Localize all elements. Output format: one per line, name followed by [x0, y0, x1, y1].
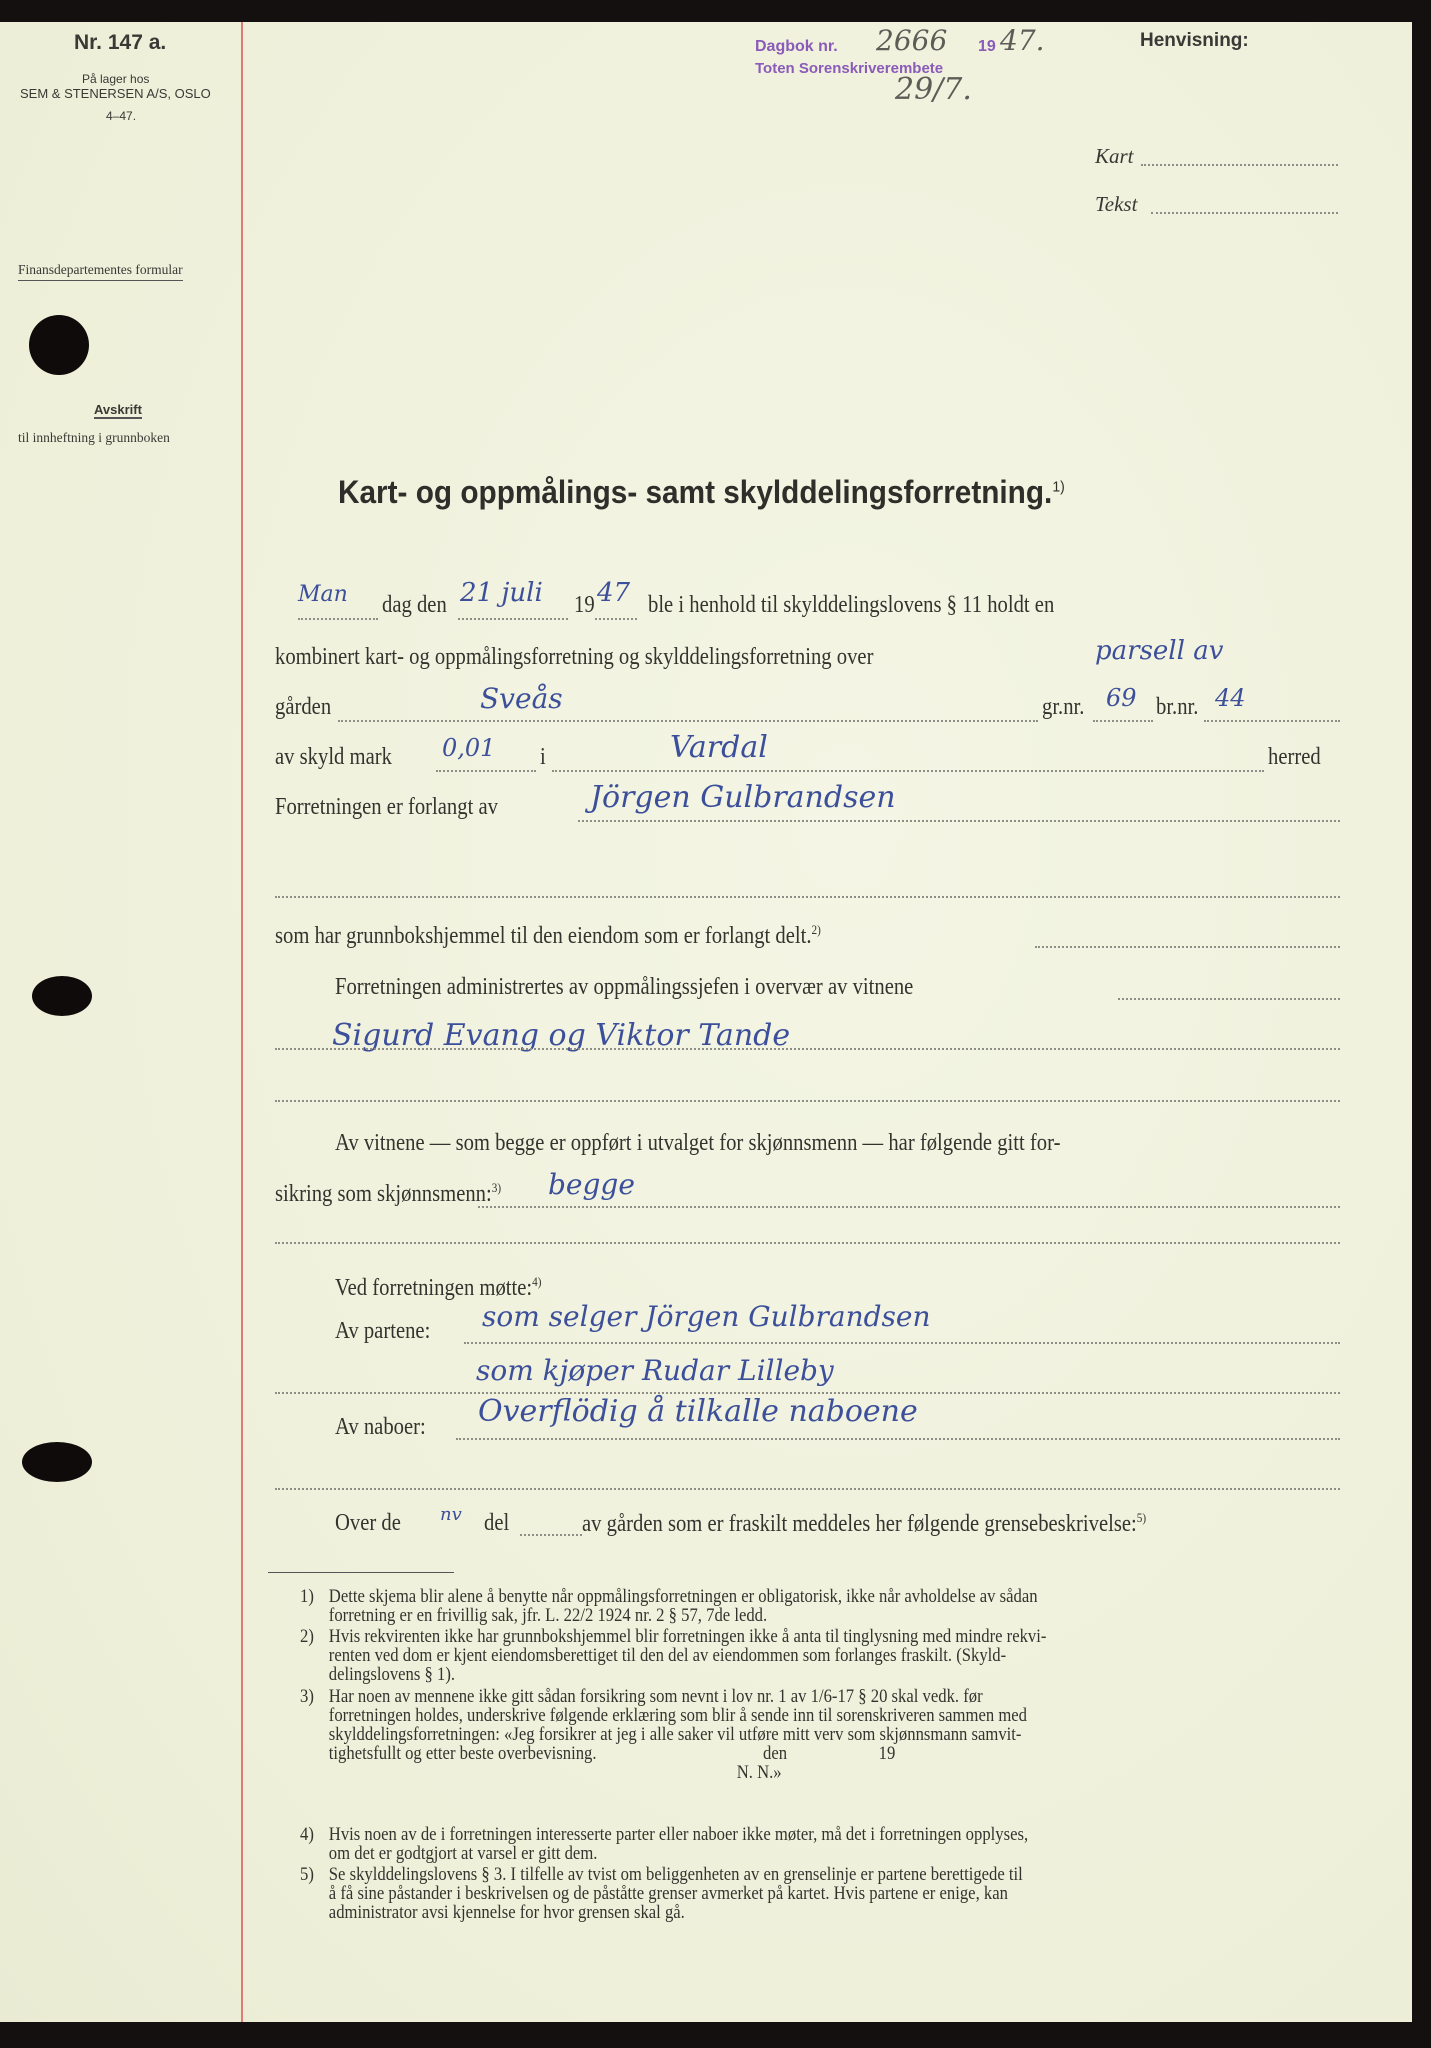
skyld-value[interactable]: 0,01: [442, 734, 496, 762]
boundary-marker: 5): [1136, 1510, 1147, 1525]
journal-number: 2666: [876, 24, 948, 57]
witnesses-value[interactable]: Sigurd Evang og Viktor Tande: [332, 1018, 791, 1053]
assurance-text-2: sikring som skjønnsmenn:$^{3)}$: [275, 1180, 502, 1207]
over-de-value[interactable]: nv: [440, 1504, 462, 1525]
stamp-date: 29/7.: [895, 72, 972, 107]
reference-text-row[interactable]: [1095, 192, 1338, 222]
i-label: i: [540, 744, 546, 770]
binder-hole-top: [29, 315, 89, 375]
requested-value[interactable]: Jörgen Gulbrandsen: [590, 780, 896, 815]
date-value[interactable]: 21 juli: [460, 578, 543, 608]
assurance-marker: 3): [491, 1180, 502, 1195]
printer-line-1: På lager hos: [82, 72, 150, 86]
requested-label: Forretningen er forlangt av: [275, 794, 498, 820]
ministry-form-label: Finansdepartementes formular: [18, 262, 183, 281]
farm-value[interactable]: Sveås: [480, 682, 563, 715]
assurance-field-line2[interactable]: [275, 1242, 1340, 1244]
title-footnote-marker: 1): [1052, 478, 1065, 496]
court-office-stamp: Toten Sorenskriverembete: [755, 60, 944, 77]
reference-map-field[interactable]: [1141, 164, 1338, 166]
admin-field[interactable]: [1118, 998, 1340, 1000]
copy-label: Avskrift: [94, 402, 142, 417]
line1-text: ble i henhold til skylddelingslovens § 11 holdt en: [648, 592, 1055, 618]
footnote-separator: [268, 1572, 454, 1573]
printer-date: 4–47.: [106, 109, 137, 123]
date-field[interactable]: [458, 618, 568, 620]
neighbours-label: Av naboer:: [335, 1414, 426, 1440]
admin-text: Forretningen administrertes av oppmålingssjefen i overvær av vitnene: [335, 974, 914, 1000]
del-field[interactable]: [520, 1534, 582, 1536]
parties-value-1[interactable]: som selger Jörgen Gulbrandsen: [482, 1300, 931, 1333]
herred-value[interactable]: Vardal: [670, 730, 768, 765]
journal-year: 47.: [1000, 24, 1045, 57]
brnr-field[interactable]: [1204, 720, 1340, 722]
form-number: Nr. 147 a.: [74, 31, 167, 54]
reference-text-field[interactable]: [1151, 212, 1338, 214]
grnr-value[interactable]: 69: [1106, 684, 1137, 712]
assurance-field[interactable]: [478, 1206, 1340, 1208]
footnote-4: 4) Hvis noen av de i forretningen interesserte parter eller naboer ikke møter, må det i forretningen opplyses, om det er godtgjort at varsel er gitt dem.: [300, 1825, 1029, 1864]
weekday-field[interactable]: [298, 618, 378, 620]
assurance-value[interactable]: begge: [548, 1168, 635, 1201]
weekday-value[interactable]: Man: [298, 582, 348, 607]
copy-note: til innheftning i grunnboken: [18, 430, 170, 445]
grnr-label: gr.nr.: [1042, 694, 1085, 720]
requested-field-line2[interactable]: [275, 896, 1340, 898]
reference-map-row[interactable]: [1095, 144, 1338, 174]
footnote-2: 2) Hvis rekvirenten ikke har grunnbokshjemmel blir forretningen ikke å anta til tinglysning med mindre rekvi- renten ved dom er kjent eiendomsberettiget til den del av eiendommen som forlanges fraskilt. (Skyld- delingslovens § 1).: [300, 1627, 1047, 1685]
year-field[interactable]: [595, 618, 637, 620]
herred-label: herred: [1268, 744, 1321, 770]
grnr-field[interactable]: [1093, 720, 1153, 722]
footnote-3: 3) Har noen av mennene ikke gitt sådan forsikring som nevnt i lov nr. 1 av 1/6-17 § 20 skal vedk. før forretningen holdes, underskrive følgende erklæring som blir å sende inn til sorenskriveren sammen med skylddelingsforretningen: «Jeg forsikrer at jeg i alle saker vil utføre mitt verv som skjønnsmann samvit- tighetsfullt og etter beste overbevisning. den 19 N. N.»: [300, 1687, 1028, 1783]
parties-value-2[interactable]: som kjøper Rudar Lilleby: [476, 1354, 834, 1387]
printer-line-2: SEM & STENERSEN A/S, OSLO: [20, 86, 211, 101]
line2-text: kombinert kart- og oppmålingsforretning og skylddelingsforretning over: [275, 644, 874, 670]
attended-marker: 4): [532, 1274, 542, 1289]
margin-rule: [241, 22, 243, 2022]
year-prefix: 19: [574, 592, 595, 618]
skyld-field[interactable]: [436, 770, 536, 772]
journal-year-prefix: 19: [978, 38, 996, 55]
witnesses-field[interactable]: [275, 1048, 1340, 1050]
reference-text-label: Tekst: [1095, 192, 1138, 216]
dag-den-label: dag den: [382, 592, 447, 618]
neighbours-field-line2[interactable]: [275, 1488, 1340, 1490]
brnr-label: br.nr.: [1156, 694, 1199, 720]
footnote-1: 1) Dette skjema blir alene å benytte når oppmålingsforretningen er obligatorisk, ikke når avholdelse av sådan forretning er en frivillig sak, jfr. L. 22/2 1924 nr. 2 § 57, 7de ledd.: [300, 1587, 1038, 1626]
over-de-label: Over de: [335, 1510, 401, 1536]
assurance-text-1: Av vitnene — som begge er oppført i utvalget for skjønnsmenn — har følgende gitt for-: [335, 1130, 1061, 1156]
hjemmel-text: som har grunnbokshjemmel til den eiendom som er forlangt delt.$^{2)}$: [275, 922, 821, 949]
document-page: [0, 22, 1412, 2022]
reference-heading: Henvisning:: [1140, 30, 1249, 51]
brnr-value[interactable]: 44: [1215, 684, 1246, 712]
footnote-5: 5) Se skylddelingslovens § 3. I tilfelle av tvist om beliggenheten av en grenselinje er partene berettigede til å få sine påstander i beskrivelsen og de påståtte grenser avmerket på kartet. Hvis partene er enige, kan administrator avsi kjennelse for hvor grensen skal gå.: [300, 1865, 1023, 1923]
farm-field[interactable]: [338, 720, 1038, 722]
parties-label: Av partene:: [335, 1318, 431, 1344]
del-label: del: [484, 1510, 510, 1536]
page-title: Kart- og oppmålings- samt skylddelingsforretning.$^{1)}$: [338, 474, 1065, 510]
herred-field[interactable]: [552, 770, 1264, 772]
reference-map-label: Kart: [1095, 144, 1134, 168]
requested-field[interactable]: [578, 820, 1340, 822]
neighbours-field[interactable]: [456, 1438, 1340, 1440]
farm-label: gården: [275, 694, 332, 720]
binder-hole-middle: [32, 976, 92, 1016]
journal-stamp-label: Dagbok nr.: [755, 38, 838, 55]
hjemmel-marker: 2): [811, 922, 821, 937]
over-value[interactable]: parsell av: [1095, 636, 1224, 666]
parties-field[interactable]: [464, 1342, 1340, 1344]
neighbours-value[interactable]: Overflödig å tilkalle naboene: [478, 1394, 918, 1429]
witnesses-field-line2[interactable]: [275, 1100, 1340, 1102]
boundary-text: av gården som er fraskilt meddeles her følgende grensebeskrivelse:$^{5)}$: [582, 1510, 1147, 1537]
attended-label: Ved forretningen møtte:$^{4)}$: [335, 1274, 542, 1301]
year-value[interactable]: 47: [597, 578, 631, 608]
hjemmel-field[interactable]: [1035, 946, 1340, 948]
binder-hole-bottom: [22, 1442, 92, 1482]
skyld-label: av skyld mark: [275, 744, 392, 770]
